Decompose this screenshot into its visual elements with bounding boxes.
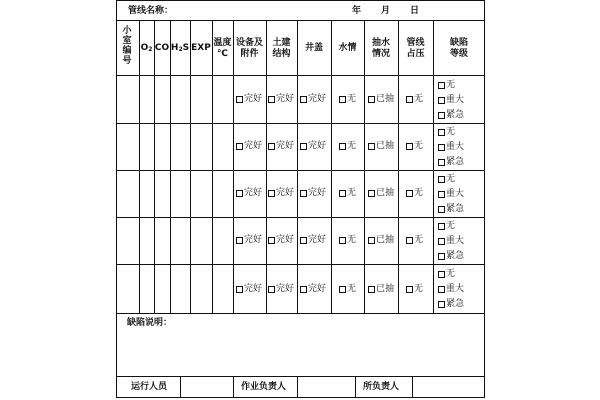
checkbox-label: 已抽 xyxy=(376,188,395,198)
checkbox-label: 已抽 xyxy=(376,284,395,294)
equipment-header xyxy=(233,38,266,60)
defect-urgent-checkbox[interactable] xyxy=(438,252,464,261)
defect-major-checkbox[interactable] xyxy=(438,96,464,105)
water-header: 水情 xyxy=(338,43,357,53)
equipment-good-checkbox[interactable] xyxy=(236,236,262,245)
h2s-s: S xyxy=(182,43,190,53)
pumped-checkbox[interactable] xyxy=(368,236,394,245)
pumped-checkbox[interactable] xyxy=(368,95,394,104)
manhole-good-checkbox[interactable] xyxy=(300,285,326,294)
checkbox-label: 完好 xyxy=(244,141,263,151)
water-none-checkbox[interactable] xyxy=(339,142,356,151)
checkbox-label: 紧急 xyxy=(446,204,465,214)
equipment-label-1: 设备及 xyxy=(235,38,263,48)
defect-major-checkbox[interactable] xyxy=(438,285,464,294)
col-divider xyxy=(139,20,140,313)
checkbox-label: 紧急 xyxy=(446,251,465,261)
checkbox-label: 完好 xyxy=(244,188,263,198)
chamber-no-header xyxy=(122,26,132,66)
defect-level-group xyxy=(438,81,464,120)
footer-divider xyxy=(355,376,356,398)
checkbox-box xyxy=(368,286,375,293)
pressure-none-checkbox[interactable] xyxy=(406,189,423,198)
h2s-subscript: 2 xyxy=(178,46,183,53)
defect-none-checkbox[interactable] xyxy=(438,175,464,184)
col-divider xyxy=(154,20,155,313)
checkbox-label: 无 xyxy=(446,174,456,184)
defect-none-checkbox[interactable] xyxy=(438,222,464,231)
defect-major-checkbox[interactable] xyxy=(438,190,464,199)
col-divider xyxy=(398,20,399,313)
chamber-no-char: 编 xyxy=(122,46,132,56)
temperature-label: 温度 xyxy=(213,38,232,48)
checkbox-box xyxy=(339,143,346,150)
checkbox-box xyxy=(438,271,445,278)
defect-urgent-checkbox[interactable] xyxy=(438,158,464,167)
checkbox-box xyxy=(368,96,375,103)
pumping-label-2: 情况 xyxy=(371,49,390,59)
civil-good-checkbox[interactable] xyxy=(268,95,294,104)
day-label: 日 xyxy=(410,6,420,16)
checkbox-box xyxy=(236,237,243,244)
month-label: 月 xyxy=(381,6,391,16)
checkbox-box xyxy=(268,143,275,150)
equipment-good-checkbox[interactable] xyxy=(236,189,262,198)
checkbox-label: 无 xyxy=(446,221,456,231)
row-divider xyxy=(116,123,485,124)
checkbox-label: 无 xyxy=(446,127,456,137)
checkbox-label: 无 xyxy=(414,235,424,245)
checkbox-box xyxy=(236,96,243,103)
equipment-good-checkbox[interactable] xyxy=(236,95,262,104)
checkbox-box xyxy=(268,286,275,293)
water-none-checkbox[interactable] xyxy=(339,95,356,104)
h2s-h: H xyxy=(170,43,179,53)
checkbox-label: 已抽 xyxy=(376,235,395,245)
checkbox-label: 已抽 xyxy=(376,94,395,104)
checkbox-label: 完好 xyxy=(244,235,263,245)
operator-label: 运行人员 xyxy=(131,382,168,392)
checkbox-box xyxy=(406,286,413,293)
chamber-no-char: 号 xyxy=(122,56,132,66)
checkbox-box xyxy=(438,144,445,151)
pumped-checkbox[interactable] xyxy=(368,142,394,151)
checkbox-label: 完好 xyxy=(276,94,295,104)
checkbox-label: 完好 xyxy=(308,235,327,245)
col-divider xyxy=(331,20,332,313)
checkbox-box xyxy=(300,237,307,244)
checkbox-label: 无 xyxy=(347,94,357,104)
temperature-unit: ℃ xyxy=(217,49,228,59)
pumped-checkbox[interactable] xyxy=(368,189,394,198)
defect-description-label: 缺陷说明： xyxy=(127,318,173,328)
defect-none-checkbox[interactable] xyxy=(438,270,464,279)
checkbox-box xyxy=(339,237,346,244)
checkbox-box xyxy=(268,96,275,103)
water-none-checkbox[interactable] xyxy=(339,236,356,245)
checkbox-label: 重大 xyxy=(446,236,465,246)
checkbox-box xyxy=(236,286,243,293)
checkbox-box xyxy=(438,253,445,260)
defect-level-header xyxy=(433,38,485,60)
operator-field[interactable] xyxy=(181,377,233,397)
pressure-none-checkbox[interactable] xyxy=(406,236,423,245)
exp-header: EXP xyxy=(191,43,211,53)
col-divider xyxy=(212,20,213,313)
checkbox-label: 重大 xyxy=(446,142,465,152)
col-divider xyxy=(170,20,171,313)
defect-level-group xyxy=(438,175,464,214)
checkbox-label: 无 xyxy=(347,284,357,294)
checkbox-label: 重大 xyxy=(446,95,465,105)
checkbox-box xyxy=(368,237,375,244)
site-lead-field[interactable] xyxy=(413,377,484,397)
checkbox-box xyxy=(368,190,375,197)
o2-text: O xyxy=(140,43,149,53)
checkbox-box xyxy=(268,190,275,197)
pumping-label-1: 抽水 xyxy=(371,38,390,48)
checkbox-label: 完好 xyxy=(276,141,295,151)
checkbox-label: 无 xyxy=(347,141,357,151)
checkbox-label: 无 xyxy=(347,235,357,245)
col-divider xyxy=(297,20,298,313)
checkbox-box xyxy=(438,223,445,230)
defect-level-group xyxy=(438,128,464,167)
checkbox-box xyxy=(438,301,445,308)
checkbox-box xyxy=(438,191,445,198)
defect-description-area[interactable] xyxy=(180,330,480,372)
defect-level-group xyxy=(438,270,464,309)
checkbox-label: 完好 xyxy=(308,188,327,198)
chamber-no-char: 小 xyxy=(122,26,132,36)
checkbox-box xyxy=(438,159,445,166)
checkbox-box xyxy=(406,237,413,244)
checkbox-label: 完好 xyxy=(276,188,295,198)
civil-good-checkbox[interactable] xyxy=(268,285,294,294)
equipment-good-checkbox[interactable] xyxy=(236,285,262,294)
checkbox-label: 完好 xyxy=(308,94,327,104)
col-divider xyxy=(266,20,267,313)
defect-level-label-2: 等级 xyxy=(449,49,468,59)
checkbox-box xyxy=(438,286,445,293)
pressure-none-checkbox[interactable] xyxy=(406,142,423,151)
manhole-header: 井盖 xyxy=(304,43,323,53)
checkbox-label: 紧急 xyxy=(446,299,465,309)
pressure-header xyxy=(398,38,433,60)
checkbox-box xyxy=(438,206,445,213)
col-divider xyxy=(233,20,234,313)
footer-divider xyxy=(233,376,234,398)
equipment-good-checkbox[interactable] xyxy=(236,142,262,151)
pressure-none-checkbox[interactable] xyxy=(406,285,423,294)
site-lead-label: 所负责人 xyxy=(363,382,400,392)
h2s-header xyxy=(170,43,190,55)
defect-none-checkbox[interactable] xyxy=(438,81,464,90)
col-divider xyxy=(364,20,365,313)
checkbox-box xyxy=(438,112,445,119)
checkbox-label: 无 xyxy=(446,80,456,90)
checkbox-label: 无 xyxy=(446,269,456,279)
checkbox-box xyxy=(406,143,413,150)
checkbox-label: 完好 xyxy=(244,94,263,104)
defect-major-checkbox[interactable] xyxy=(438,143,464,152)
civil-good-checkbox[interactable] xyxy=(268,142,294,151)
temperature-header xyxy=(212,38,233,60)
defect-level-label-1: 缺陷 xyxy=(449,38,468,48)
defect-none-checkbox[interactable] xyxy=(438,128,464,137)
checkbox-box xyxy=(300,143,307,150)
civil-label-2: 结构 xyxy=(272,49,291,59)
water-none-checkbox[interactable] xyxy=(339,285,356,294)
checkbox-label: 重大 xyxy=(446,189,465,199)
manhole-good-checkbox[interactable] xyxy=(300,236,326,245)
o2-header xyxy=(139,43,154,55)
defect-level-group xyxy=(438,222,464,261)
year-label: 年 xyxy=(352,6,362,16)
work-lead-label: 作业负责人 xyxy=(241,382,287,392)
defect-major-checkbox[interactable] xyxy=(438,237,464,246)
pressure-label-2: 占压 xyxy=(406,49,425,59)
row-divider xyxy=(116,75,485,76)
checkbox-box xyxy=(438,176,445,183)
pipeline-name-label: 管线名称： xyxy=(128,6,174,16)
defect-urgent-checkbox[interactable] xyxy=(438,111,464,120)
checkbox-box xyxy=(300,190,307,197)
manhole-good-checkbox[interactable] xyxy=(300,189,326,198)
checkbox-box xyxy=(406,96,413,103)
checkbox-label: 无 xyxy=(347,188,357,198)
checkbox-label: 无 xyxy=(414,284,424,294)
pumping-header xyxy=(364,38,398,60)
civil-label-1: 土建 xyxy=(272,38,291,48)
pumped-checkbox[interactable] xyxy=(368,285,394,294)
o2-subscript: 2 xyxy=(148,46,153,53)
col-divider xyxy=(433,20,434,313)
civil-good-checkbox[interactable] xyxy=(268,236,294,245)
checkbox-box xyxy=(438,238,445,245)
checkbox-label: 已抽 xyxy=(376,141,395,151)
pressure-none-checkbox[interactable] xyxy=(406,95,423,104)
col-divider xyxy=(190,20,191,313)
defect-urgent-checkbox[interactable] xyxy=(438,205,464,214)
checkbox-box xyxy=(339,286,346,293)
civil-header xyxy=(266,38,297,60)
row-divider xyxy=(116,217,485,218)
work-lead-field[interactable] xyxy=(298,377,355,397)
checkbox-box xyxy=(339,96,346,103)
checkbox-box xyxy=(268,237,275,244)
checkbox-box xyxy=(339,190,346,197)
row-divider xyxy=(116,20,485,21)
checkbox-label: 完好 xyxy=(308,284,327,294)
checkbox-box xyxy=(368,143,375,150)
checkbox-label: 完好 xyxy=(308,141,327,151)
manhole-good-checkbox[interactable] xyxy=(300,95,326,104)
checkbox-label: 完好 xyxy=(276,284,295,294)
checkbox-box xyxy=(236,190,243,197)
checkbox-label: 无 xyxy=(414,141,424,151)
checkbox-box xyxy=(236,143,243,150)
civil-good-checkbox[interactable] xyxy=(268,189,294,198)
checkbox-label: 无 xyxy=(414,188,424,198)
equipment-label-2: 附件 xyxy=(240,49,259,59)
pressure-label-1: 管线 xyxy=(406,38,425,48)
checkbox-box xyxy=(438,97,445,104)
checkbox-label: 重大 xyxy=(446,284,465,294)
checkbox-box xyxy=(438,129,445,136)
checkbox-label: 完好 xyxy=(244,284,263,294)
manhole-good-checkbox[interactable] xyxy=(300,142,326,151)
row-divider xyxy=(116,264,485,265)
co-header: CO xyxy=(154,43,170,53)
checkbox-label: 紧急 xyxy=(446,110,465,120)
checkbox-box xyxy=(438,82,445,89)
checkbox-box xyxy=(300,96,307,103)
defect-urgent-checkbox[interactable] xyxy=(438,300,464,309)
checkbox-label: 紧急 xyxy=(446,157,465,167)
checkbox-box xyxy=(406,190,413,197)
row-divider xyxy=(116,313,485,314)
checkbox-box xyxy=(300,286,307,293)
water-none-checkbox[interactable] xyxy=(339,189,356,198)
checkbox-label: 完好 xyxy=(276,235,295,245)
row-divider xyxy=(116,170,485,171)
checkbox-label: 无 xyxy=(414,94,424,104)
chamber-no-char: 室 xyxy=(122,36,132,46)
